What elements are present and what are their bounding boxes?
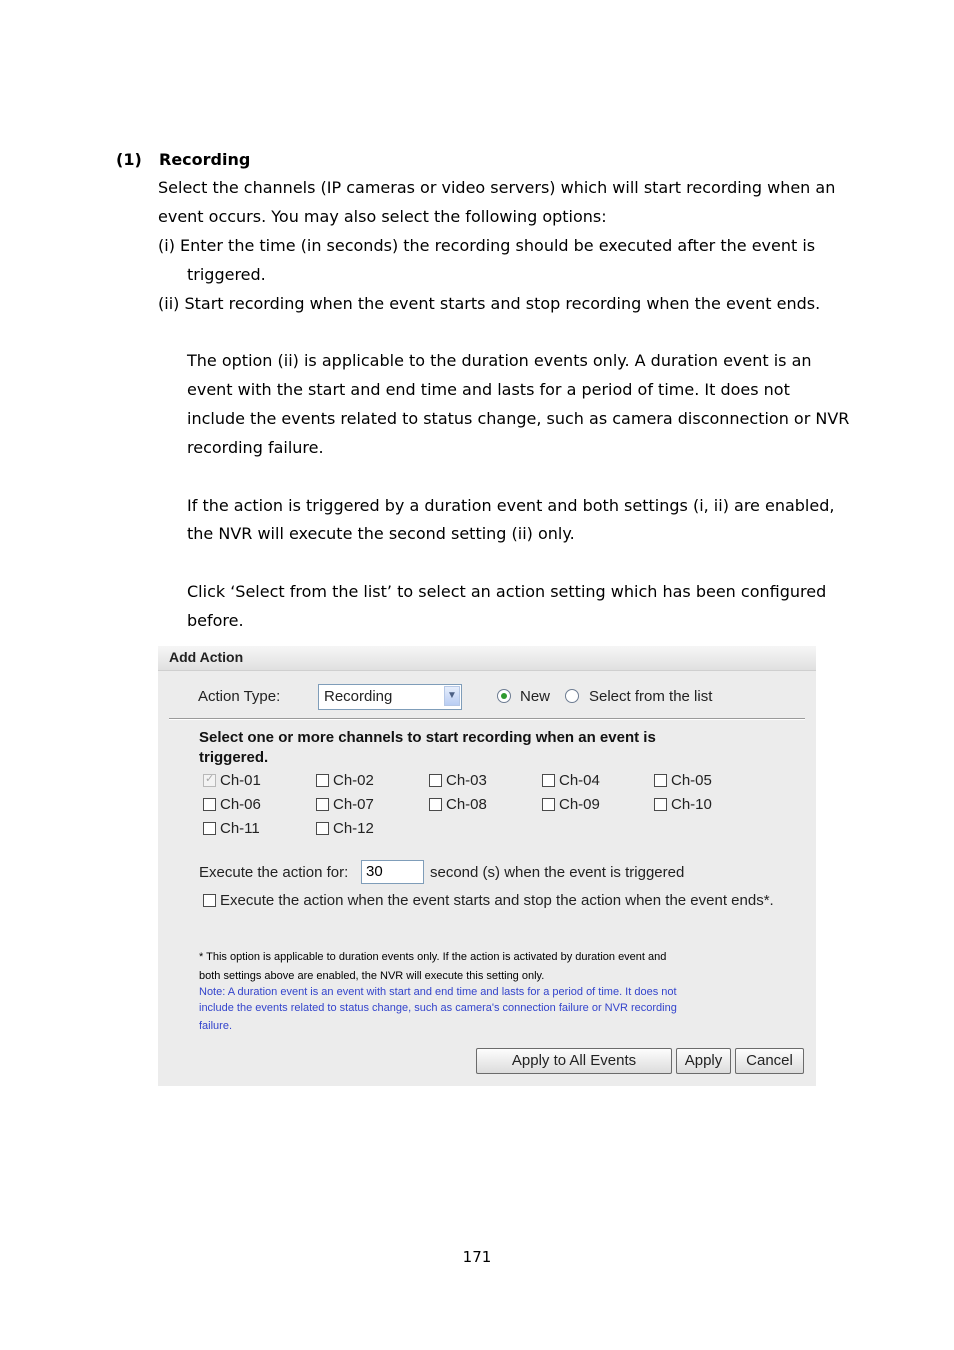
action-type-select[interactable] <box>318 684 462 710</box>
channel-ch-04[interactable] <box>542 772 600 789</box>
checkbox-icon[interactable] <box>654 774 667 787</box>
checkbox-icon[interactable] <box>316 774 329 787</box>
option-i-line-1: (i) Enter the time (in seconds) the recording should be executed after the event is <box>158 236 816 255</box>
channel-label: Ch-10 <box>671 796 712 813</box>
checkbox-icon[interactable] <box>654 798 667 811</box>
action-type-label: Action Type: <box>198 688 281 705</box>
checkbox-icon[interactable] <box>429 774 442 787</box>
p2-line-3: include the events related to status change, such as camera disconnection or NVR <box>187 409 850 428</box>
radio-select-from-list[interactable] <box>565 689 579 703</box>
execute-seconds-input[interactable]: 30 <box>361 860 424 884</box>
channel-label: Ch-08 <box>446 796 487 813</box>
p3-line-2: the NVR will execute the second setting (ii) only. <box>187 524 575 543</box>
action-type-value: Recording <box>324 688 393 705</box>
channel-ch-03[interactable] <box>429 772 487 789</box>
checkbox-icon[interactable] <box>542 798 555 811</box>
option-i-line-2: triggered. <box>187 265 266 284</box>
checkbox-icon[interactable] <box>203 822 216 835</box>
p2-line-2: event with the start and end time and lasts for a period of time. It does not <box>187 380 790 399</box>
p3-line-1: If the action is triggered by a duration event and both settings (i, ii) are enabled, <box>187 496 835 515</box>
intro-line-2: event occurs. You may also select the following options: <box>158 207 607 226</box>
channel-ch-05[interactable] <box>654 772 712 789</box>
chevron-down-icon[interactable]: ▼ <box>444 686 460 706</box>
p2-line-4: recording failure. <box>187 438 324 457</box>
radio-new-label[interactable]: New <box>520 688 551 705</box>
dialog-title: Add Action <box>158 646 816 671</box>
note-line-3: failure. <box>199 1020 233 1032</box>
option-ii: (ii) Start recording when the event starts and stop recording when the event ends. <box>158 294 821 313</box>
checkbox-icon[interactable] <box>203 774 216 787</box>
checkbox-icon[interactable] <box>203 798 216 811</box>
channel-ch-06[interactable] <box>203 796 261 813</box>
p4-line-1: Click ‘Select from the list’ to select an action setting which has been configured <box>187 582 827 601</box>
channel-label: Ch-03 <box>446 772 487 789</box>
intro-line-1: Select the channels (IP cameras or video servers) which will start recording when an <box>158 178 836 197</box>
checkbox-icon[interactable] <box>203 894 216 907</box>
footnote-line-1: * This option is applicable to duration events only. If the action is activated by duration event and <box>199 951 667 963</box>
channel-label: Ch-09 <box>559 796 600 813</box>
channel-label: Ch-07 <box>333 796 374 813</box>
channel-ch-11[interactable] <box>203 820 260 837</box>
execute-label: Execute the action for: <box>199 864 349 881</box>
channel-ch-02[interactable] <box>316 772 374 789</box>
channel-ch-08[interactable] <box>429 796 487 813</box>
p4-line-2: before. <box>187 611 244 630</box>
page-number: 171 <box>462 1248 492 1266</box>
radio-select-from-list-label[interactable]: Select from the list <box>589 688 713 705</box>
channel-label: Ch-12 <box>333 820 374 837</box>
section-title: Recording <box>159 150 251 169</box>
channel-label: Ch-05 <box>671 772 712 789</box>
add-action-dialog <box>158 646 816 1086</box>
execute-suffix: second (s) when the event is triggered <box>430 864 685 881</box>
cancel-button[interactable]: Cancel <box>735 1048 804 1074</box>
start-stop-option-label: Execute the action when the event starts and stop the action when the event ends*. <box>220 892 774 909</box>
start-stop-option[interactable] <box>203 890 783 911</box>
apply-to-all-events-button[interactable]: Apply to All Events <box>476 1048 672 1074</box>
footnote-line-2: both settings above are enabled, the NVR will execute this setting only. <box>199 970 545 982</box>
checkbox-icon[interactable] <box>316 822 329 835</box>
channel-ch-09[interactable] <box>542 796 600 813</box>
divider <box>169 718 805 720</box>
checkbox-icon[interactable] <box>316 798 329 811</box>
channels-title: Select one or more channels to start recording when an event is triggered. <box>199 729 656 766</box>
checkbox-icon[interactable] <box>429 798 442 811</box>
checkbox-icon[interactable] <box>542 774 555 787</box>
channel-ch-01[interactable] <box>203 772 261 789</box>
channel-label: Ch-11 <box>220 820 260 837</box>
channel-label: Ch-04 <box>559 772 600 789</box>
channel-ch-10[interactable] <box>654 796 712 813</box>
radio-new[interactable] <box>497 689 511 703</box>
channel-label: Ch-02 <box>333 772 374 789</box>
channel-label: Ch-01 <box>220 772 261 789</box>
note-line-2: include the events related to status change, such as camera's connection failure or NVR recording <box>199 1002 677 1014</box>
channel-ch-07[interactable] <box>316 796 374 813</box>
p2-line-1: The option (ii) is applicable to the duration events only. A duration event is an <box>187 351 812 370</box>
note-line-1: Note: A duration event is an event with start and end time and lasts for a period of time. It does not <box>199 986 677 998</box>
channel-label: Ch-06 <box>220 796 261 813</box>
channel-ch-12[interactable] <box>316 820 374 837</box>
apply-button[interactable]: Apply <box>676 1048 731 1074</box>
section-number: (1) <box>116 150 142 169</box>
section-heading <box>116 145 250 174</box>
